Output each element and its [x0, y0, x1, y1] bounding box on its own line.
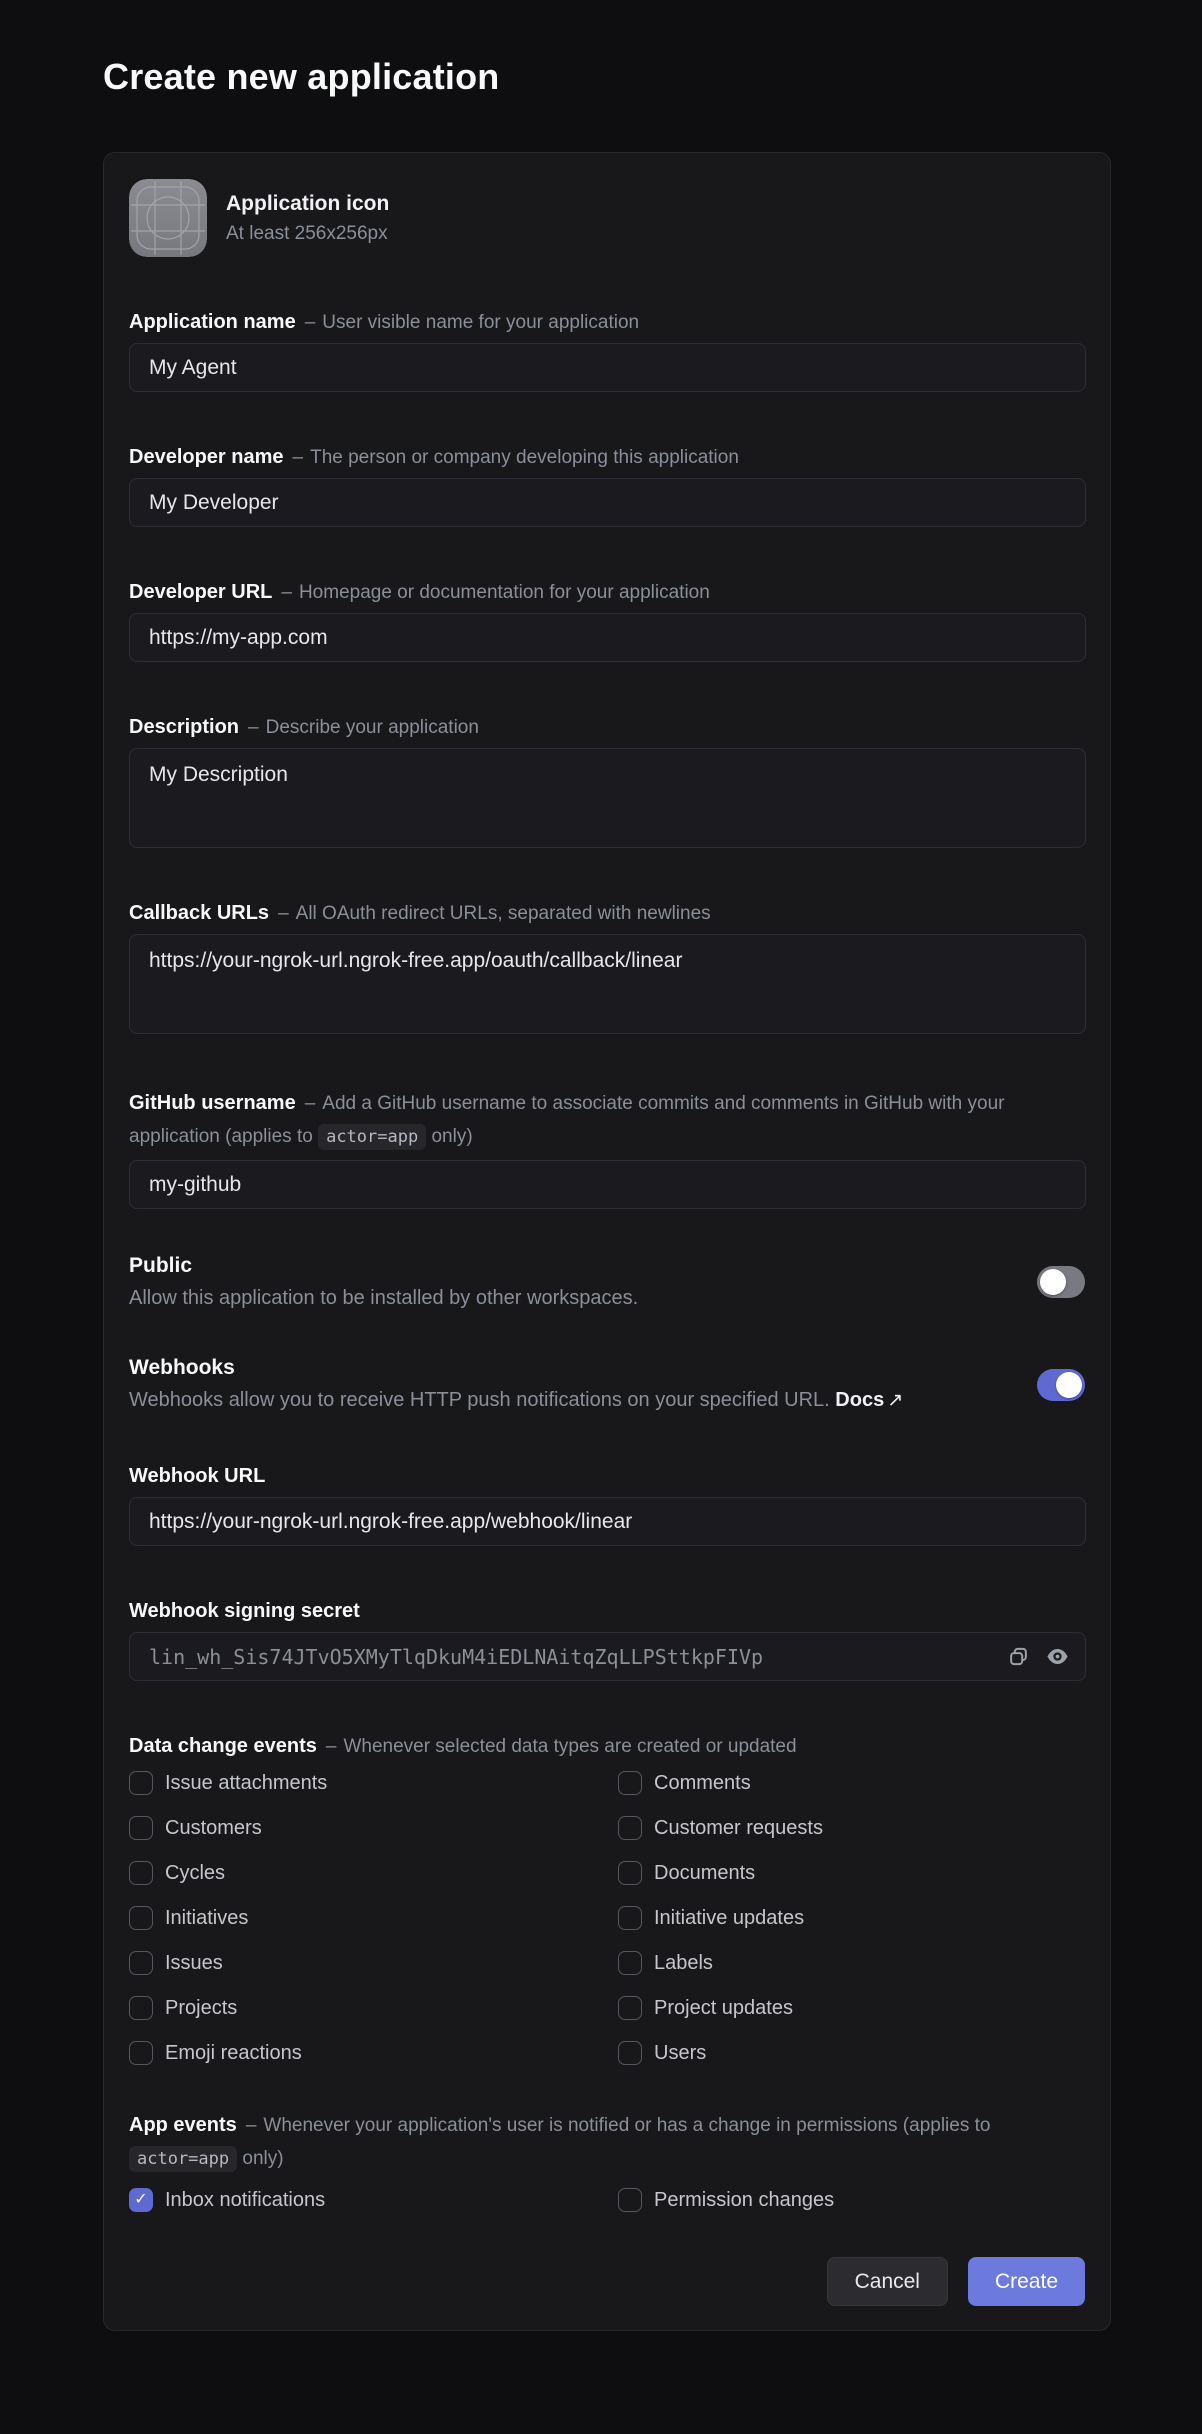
- checkbox-box: [129, 1906, 153, 1930]
- checkbox-label: Customers: [165, 1816, 262, 1839]
- docs-link[interactable]: [835, 1389, 903, 1411]
- label-desc: The person or company developing this application: [310, 447, 739, 468]
- github-username-label: [129, 1087, 1085, 1154]
- public-switch-row: [129, 1253, 1085, 1311]
- developer-name-label: [129, 445, 1085, 470]
- developer-url-group: [129, 580, 1085, 662]
- app-events-grid: [129, 2188, 1085, 2212]
- label-text: App events: [129, 2114, 237, 2136]
- app-events-section: [129, 2109, 1085, 2212]
- application-icon-section: [129, 179, 1085, 257]
- checkbox-label: Project updates: [654, 1996, 793, 2019]
- create-button[interactable]: Create: [968, 2257, 1085, 2306]
- label-desc: only): [242, 2148, 284, 2169]
- checkbox-label: Documents: [654, 1861, 756, 1884]
- webhook-secret-group: [129, 1599, 1085, 1681]
- checkbox-label: Initiative updates: [654, 1906, 805, 1929]
- toggle-knob: [1056, 1372, 1082, 1398]
- webhook-secret-value: lin_wh_Sis74JTvO5XMyTlqDkuM4iEDLNAitqZqLLPSttkpFIVp: [129, 1632, 1086, 1681]
- webhooks-texts: [129, 1355, 1037, 1414]
- checkbox-box: [618, 1816, 642, 1840]
- checkbox-label: Users: [654, 2041, 707, 2064]
- public-texts: [129, 1253, 1037, 1311]
- cancel-button[interactable]: Cancel: [827, 2257, 948, 2306]
- checkbox-label: Initiatives: [165, 1906, 249, 1929]
- application-icon-hint: At least 256x256px: [226, 222, 388, 244]
- data-change-events-grid: [129, 1771, 1085, 2065]
- checkbox-issue-attachments[interactable]: [129, 1771, 618, 1795]
- application-form-card: [103, 152, 1111, 2331]
- label-desc: All OAuth redirect URLs, separated with newlines: [295, 903, 711, 924]
- app-events-label: [129, 2109, 1085, 2176]
- label-line-1: [129, 2109, 1085, 2142]
- webhook-secret-wrap: [129, 1632, 1085, 1681]
- label-text: Developer URL: [129, 581, 273, 603]
- checkbox-label: Emoji reactions: [165, 2041, 302, 2064]
- eye-icon: [1046, 1645, 1069, 1668]
- webhooks-switch-row: [129, 1355, 1085, 1414]
- checkbox-box: [129, 2041, 153, 2065]
- checkbox-box: [618, 1771, 642, 1795]
- checkbox-label: Permission changes: [654, 2188, 835, 2211]
- checkbox-project-updates[interactable]: [618, 1996, 1085, 2020]
- callback-urls-label: [129, 901, 1085, 926]
- checkbox-box: [129, 1861, 153, 1885]
- checkbox-label: Issues: [165, 1951, 223, 1974]
- check-icon: ✓: [134, 2191, 148, 2208]
- label-desc: User visible name for your application: [322, 312, 640, 333]
- label-line-2: [129, 2142, 1085, 2176]
- actor-app-code-chip: actor=app: [318, 1124, 426, 1150]
- checkbox-cycles[interactable]: [129, 1861, 618, 1885]
- label-desc: Whenever your application's user is notified or has a change in permissions (applies to: [263, 2115, 991, 2136]
- checkbox-box: [618, 1906, 642, 1930]
- create-application-page: [103, 56, 1111, 2331]
- developer-url-label: [129, 580, 1085, 605]
- developer-url-input[interactable]: [129, 613, 1086, 662]
- data-change-events-label: [129, 1734, 1085, 1759]
- checkbox-label: Comments: [654, 1771, 751, 1794]
- checkbox-documents[interactable]: [618, 1861, 1085, 1885]
- label-text: Developer name: [129, 446, 284, 468]
- checkbox-box: [129, 1816, 153, 1840]
- label-line-1: [129, 1087, 1085, 1120]
- webhook-url-label: [129, 1464, 1085, 1489]
- label-line-2: [129, 1120, 1085, 1154]
- checkbox-initiatives[interactable]: [129, 1906, 618, 1930]
- label-separator: –: [245, 2115, 257, 2136]
- form-actions: [129, 2257, 1085, 2306]
- checkbox-box: [129, 1771, 153, 1795]
- label-text: GitHub username: [129, 1092, 296, 1114]
- checkbox-labels[interactable]: [618, 1951, 1085, 1975]
- checkbox-label: Issue attachments: [165, 1771, 328, 1794]
- checkbox-box: [618, 1996, 642, 2020]
- webhooks-desc: [129, 1387, 1037, 1414]
- public-label: Public: [129, 1254, 193, 1277]
- developer-name-input[interactable]: [129, 478, 1086, 527]
- application-icon-label: Application icon: [226, 191, 390, 215]
- label-text: Webhook URL: [129, 1465, 266, 1487]
- label-desc: Describe your application: [265, 717, 479, 738]
- label-desc: Add a GitHub username to associate commits and comments in GitHub with your: [322, 1093, 1005, 1114]
- developer-name-group: [129, 445, 1085, 527]
- checkbox-customers[interactable]: [129, 1816, 618, 1840]
- checkbox-label: Customer requests: [654, 1816, 823, 1839]
- label-desc: Whenever selected data types are created or updated: [343, 1736, 797, 1757]
- checkbox-initiative-updates[interactable]: [618, 1906, 1085, 1930]
- label-text: Webhook signing secret: [129, 1600, 360, 1622]
- copy-icon: [1008, 1646, 1029, 1667]
- checkbox-comments[interactable]: [618, 1771, 1085, 1795]
- label-separator: –: [304, 312, 316, 333]
- checkbox-issues[interactable]: [129, 1951, 618, 1975]
- label-separator: –: [304, 1093, 316, 1114]
- label-separator: –: [278, 903, 289, 924]
- webhook-secret-label: [129, 1599, 1085, 1624]
- webhook-url-input[interactable]: [129, 1497, 1086, 1546]
- checkbox-box: [129, 1996, 153, 2020]
- checkbox-permission-changes[interactable]: [618, 2188, 1085, 2212]
- application-icon-texts: [226, 192, 389, 245]
- checkbox-emoji-reactions[interactable]: [129, 2041, 618, 2065]
- toggle-knob: [1040, 1269, 1066, 1295]
- webhooks-label: Webhooks: [129, 1356, 235, 1379]
- label-separator: –: [325, 1736, 337, 1757]
- application-icon-upload[interactable]: [129, 179, 207, 257]
- docs-link-text: Docs: [835, 1389, 885, 1411]
- application-name-group: [129, 310, 1085, 392]
- callback-urls-group: [129, 901, 1085, 1034]
- webhook-url-group: [129, 1464, 1085, 1546]
- checkbox-label: Projects: [165, 1996, 238, 2019]
- checkbox-box: [129, 1951, 153, 1975]
- checkbox-inbox-notifications[interactable]: [129, 2188, 618, 2212]
- label-desc: application (applies to: [129, 1126, 313, 1147]
- checkbox-label: Inbox notifications: [165, 2188, 326, 2211]
- webhooks-desc-text: Webhooks allow you to receive HTTP push notifications on your specified URL.: [129, 1389, 830, 1411]
- icon-grid-placeholder-icon: [129, 179, 207, 257]
- webhooks-toggle[interactable]: [1037, 1369, 1085, 1401]
- copy-secret-button[interactable]: [1008, 1646, 1029, 1667]
- checkbox-box: [618, 1861, 642, 1885]
- github-username-input[interactable]: [129, 1160, 1086, 1209]
- checkbox-label: Labels: [654, 1951, 713, 1974]
- label-text: Description: [129, 716, 240, 738]
- checkbox-label: Cycles: [165, 1861, 226, 1884]
- reveal-secret-button[interactable]: [1046, 1645, 1069, 1668]
- actor-app-code-chip: actor=app: [129, 2146, 237, 2172]
- checkbox-users[interactable]: [618, 2041, 1085, 2065]
- label-text: Application name: [129, 311, 296, 333]
- public-desc: Allow this application to be installed by other workspaces.: [129, 1287, 639, 1309]
- checkbox-box: [129, 2188, 153, 2212]
- application-name-input[interactable]: [129, 343, 1086, 392]
- callback-urls-textarea[interactable]: [129, 934, 1086, 1034]
- application-name-label: [129, 310, 1085, 335]
- description-label: [129, 715, 1085, 740]
- label-text: Data change events: [129, 1735, 317, 1757]
- checkbox-projects[interactable]: [129, 1996, 618, 2020]
- github-username-group: [129, 1087, 1085, 1209]
- checkbox-customer-requests[interactable]: [618, 1816, 1085, 1840]
- label-desc: Homepage or documentation for your application: [298, 582, 710, 603]
- checkbox-box: [618, 2188, 642, 2212]
- page-title: Create new application: [103, 56, 500, 97]
- label-text: Callback URLs: [129, 902, 270, 924]
- public-toggle[interactable]: [1037, 1266, 1085, 1298]
- description-textarea[interactable]: [129, 748, 1086, 848]
- description-group: [129, 715, 1085, 848]
- external-link-icon: ↗: [887, 1390, 904, 1411]
- webhook-secret-actions: [1008, 1632, 1069, 1681]
- checkbox-box: [618, 2041, 642, 2065]
- label-separator: –: [281, 582, 292, 603]
- checkbox-box: [618, 1951, 642, 1975]
- label-separator: –: [292, 447, 304, 468]
- data-change-events-section: [129, 1734, 1085, 2065]
- label-desc: only): [431, 1126, 473, 1147]
- label-separator: –: [248, 717, 259, 738]
